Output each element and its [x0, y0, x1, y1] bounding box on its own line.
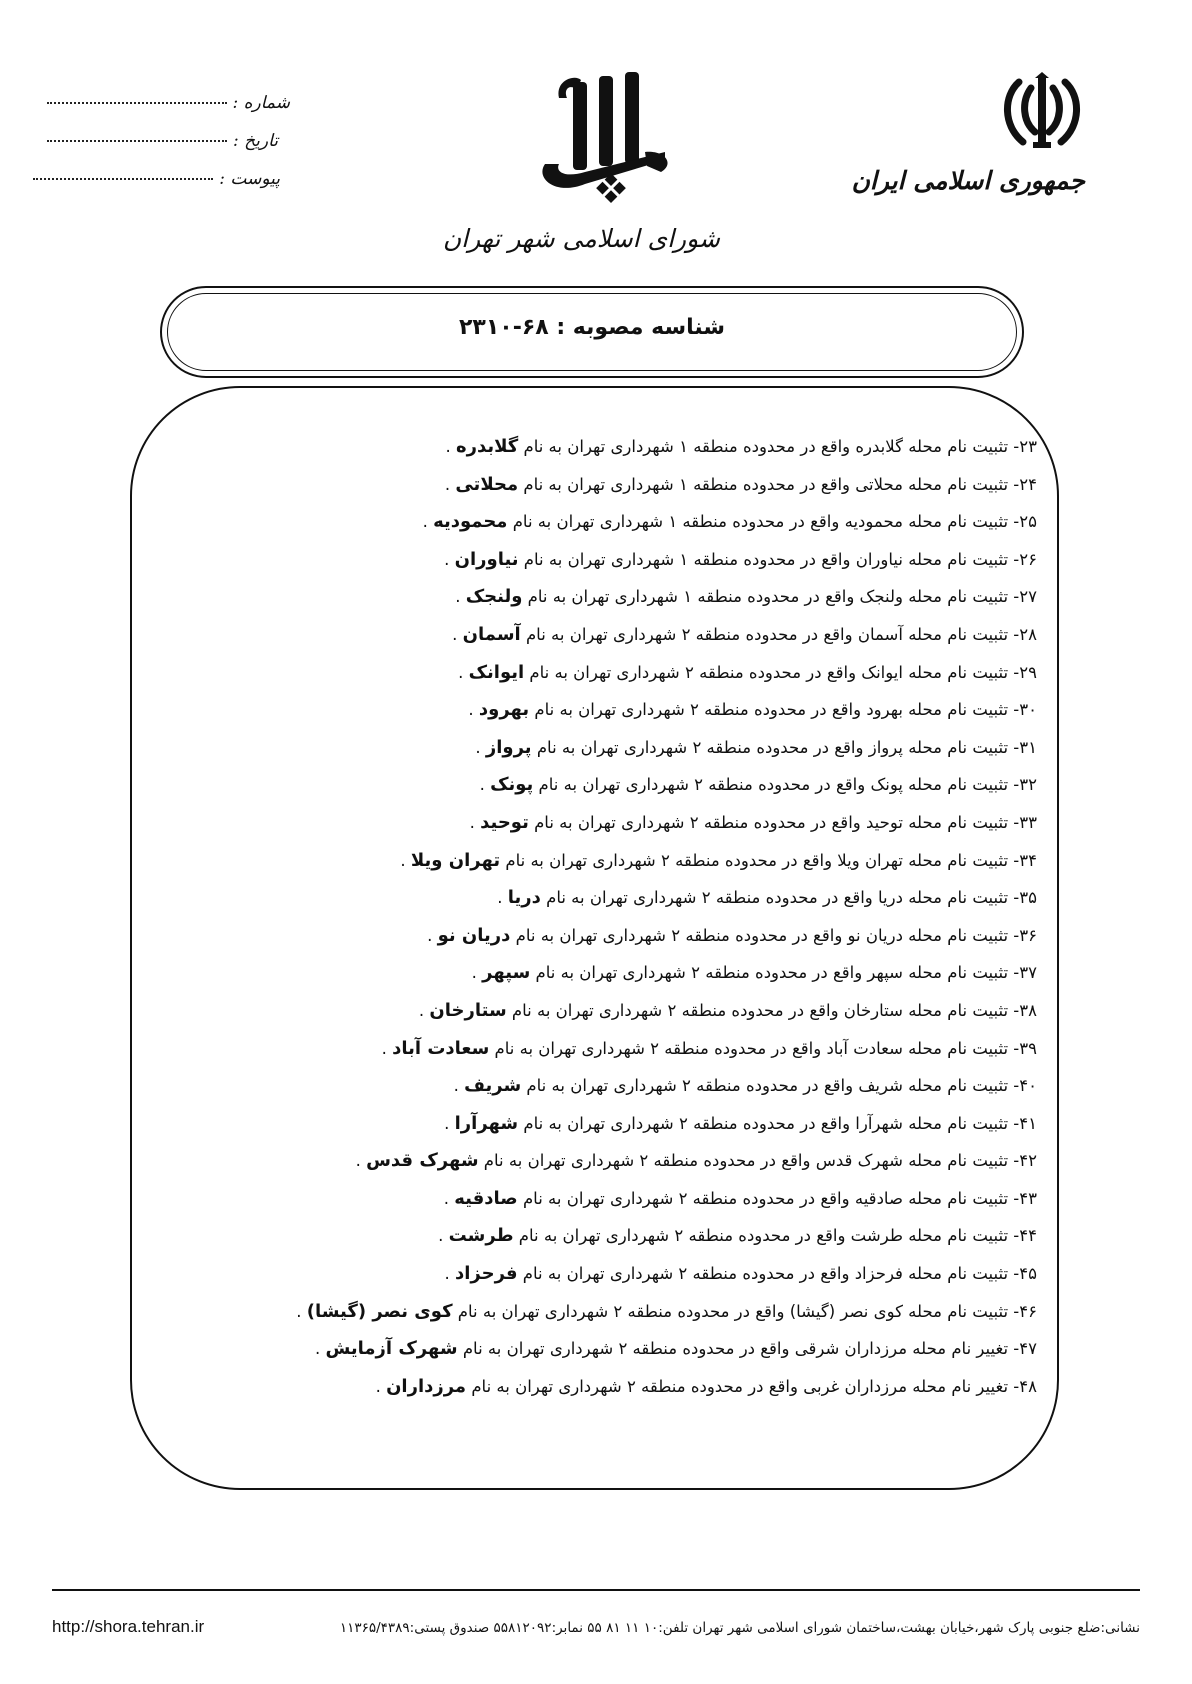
item-end: . — [375, 1376, 387, 1396]
item-text: تثبیت نام محله شهرآرا واقع در محدوده منطقه ۲ شهرداری تهران به نام — [518, 1113, 1014, 1133]
item-number: ۴۴- — [1013, 1226, 1037, 1246]
item-end: . — [438, 1226, 449, 1246]
item-name: پونک — [490, 774, 534, 796]
item-number: ۲۹- — [1013, 662, 1037, 682]
resolution-item — [277, 1030, 1037, 1068]
item-text: تثبیت نام محله طرشت واقع در محدوده منطقه ۲ شهرداری تهران به نام — [513, 1226, 1014, 1246]
item-text: تثبیت نام محله آسمان واقع در محدوده منطقه ۲ شهرداری تهران به نام — [520, 624, 1014, 644]
item-text: تثبیت نام محله محلاتی واقع در محدوده منطقه ۱ شهرداری تهران به نام — [518, 474, 1014, 494]
item-number: ۳۸- — [1013, 1000, 1037, 1020]
item-name: نیاوران — [454, 548, 519, 570]
item-name: ایوانک — [468, 661, 525, 683]
item-number: ۲۵- — [1013, 512, 1037, 532]
item-text: تثبیت نام محله پرواز واقع در محدوده منطقه ۲ شهرداری تهران به نام — [531, 737, 1014, 757]
resolution-item — [277, 954, 1037, 992]
item-number: ۴۷- — [1013, 1339, 1037, 1359]
item-number: ۲۳- — [1013, 437, 1037, 456]
item-end: . — [458, 662, 469, 682]
item-end: . — [497, 888, 508, 908]
approval-box — [160, 286, 1024, 378]
item-name: محمودیه — [433, 511, 508, 533]
item-text: تثبیت نام محله گلابدره واقع در محدوده منطقه ۱ شهرداری تهران به نام — [518, 437, 1014, 456]
number-dotted-line — [47, 102, 227, 104]
item-end: . — [452, 624, 463, 644]
item-name: دریان نو — [437, 924, 511, 946]
item-end: . — [418, 1000, 430, 1020]
resolution-item — [277, 729, 1037, 767]
item-number: ۴۸- — [1013, 1376, 1037, 1396]
council-caption: شورای اسلامی شهر تهران — [442, 224, 720, 253]
resolution-item — [277, 1330, 1037, 1368]
item-number: ۳۱- — [1013, 737, 1037, 757]
item-text: تثبیت نام محله توحید واقع در محدوده منطقه ۲ شهرداری تهران به نام — [528, 812, 1014, 832]
item-number: ۲۸- — [1013, 624, 1037, 644]
item-number: ۳۰- — [1013, 700, 1037, 720]
item-name: شهرک قدس — [366, 1150, 479, 1172]
item-number: ۳۲- — [1013, 775, 1037, 795]
item-name: توحید — [480, 811, 529, 833]
approval-title: شناسه مصوبه : ۶۸-۲۳۱۰ — [458, 315, 726, 340]
item-end: . — [443, 1188, 455, 1208]
item-end: . — [427, 925, 438, 945]
item-text: تثبیت نام محله دریا واقع در محدوده منطقه ۲ شهرداری تهران به نام — [540, 888, 1014, 908]
resolution-item — [277, 766, 1037, 804]
item-end: . — [455, 587, 466, 607]
item-number: ۴۰- — [1013, 1076, 1037, 1096]
item-number: ۴۶- — [1013, 1301, 1037, 1321]
item-end: . — [444, 549, 455, 569]
item-name: ولنجک — [465, 586, 523, 608]
item-name: شریف — [464, 1075, 522, 1097]
number-field — [60, 93, 290, 131]
item-text: تثبیت نام محله کوی نصر (گیشا) واقع در محدوده منطقه ۲ شهرداری تهران به نام — [452, 1301, 1014, 1321]
website-link[interactable]: http://shora.tehran.ir — [52, 1617, 205, 1636]
item-name: سپهر — [482, 962, 531, 984]
attachment-dotted-line — [33, 178, 213, 180]
item-end: . — [453, 1076, 465, 1096]
item-end: . — [314, 1339, 326, 1359]
item-end: . — [444, 1113, 455, 1133]
item-end: . — [444, 474, 456, 494]
resolution-item — [277, 804, 1037, 842]
item-text: تثبیت نام محله بهرود واقع در محدوده منطقه ۲ شهرداری تهران به نام — [529, 700, 1014, 720]
item-end: . — [355, 1151, 367, 1171]
item-name: پرواز — [485, 736, 532, 758]
item-number: ۳۶- — [1013, 925, 1037, 945]
item-number: ۴۲- — [1013, 1151, 1037, 1171]
item-text: تثبیت نام محله سعادت آباد واقع در محدوده منطقه ۲ شهرداری تهران به نام — [489, 1038, 1014, 1058]
item-text: تثبیت نام محله شهرک قدس واقع در محدوده منطقه ۲ شهرداری تهران به نام — [478, 1151, 1014, 1171]
item-number: ۴۵- — [1013, 1264, 1037, 1284]
date-label: تاریخ : — [233, 131, 278, 151]
resolution-item — [277, 917, 1037, 955]
item-text: تثبیت نام محله محمودیه واقع در محدوده منطقه ۱ شهرداری تهران به نام — [507, 512, 1014, 532]
item-name: شهرآرا — [454, 1112, 519, 1134]
council-logo — [442, 68, 720, 253]
item-end: . — [479, 775, 491, 795]
item-end: . — [445, 437, 456, 456]
item-text: تثبیت نام محله ولنجک واقع در محدوده منطقه ۱ شهرداری تهران به نام — [522, 587, 1014, 607]
item-name: دریا — [507, 887, 541, 909]
item-name: آسمان — [462, 623, 521, 645]
item-text: تثبیت نام محله صادقیه واقع در محدوده منطقه ۲ شهرداری تهران به نام — [517, 1188, 1014, 1208]
item-text: تثبیت نام محله فرحزاد واقع در محدوده منطقه ۲ شهرداری تهران به نام — [517, 1264, 1014, 1284]
item-name: شهرک آزمایش — [325, 1338, 458, 1360]
item-text: تثبیت نام محله ایوانک واقع در محدوده منطقه ۲ شهرداری تهران به نام — [524, 662, 1014, 682]
document-meta — [60, 93, 290, 207]
resolution-item — [277, 578, 1037, 616]
item-name: بهرود — [478, 699, 530, 721]
item-end: . — [475, 737, 486, 757]
republic-emblem — [851, 72, 1097, 195]
item-text: تغییر نام محله مرزداران غربی واقع در محدوده منطقه ۲ شهرداری تهران به نام — [466, 1376, 1014, 1396]
item-number: ۲۶- — [1013, 549, 1037, 569]
footer-divider — [52, 1589, 1140, 1591]
item-name: سعادت آباد — [392, 1037, 490, 1059]
resolution-item — [277, 1368, 1037, 1406]
item-number: ۳۵- — [1013, 888, 1037, 908]
item-text: تثبیت نام محله ستارخان واقع در محدوده منطقه ۲ شهرداری تهران به نام — [506, 1000, 1014, 1020]
item-end: . — [381, 1038, 393, 1058]
resolution-item — [277, 1180, 1037, 1218]
council-logo-icon — [515, 68, 695, 218]
resolution-list — [277, 428, 1037, 1405]
resolution-item — [277, 654, 1037, 692]
item-name: گلابدره — [455, 436, 519, 457]
resolution-item — [277, 503, 1037, 541]
republic-caption: جمهوری اسلامی ایران — [851, 166, 1085, 195]
item-text: تثبیت نام محله تهران ویلا واقع در محدوده منطقه ۲ شهرداری تهران به نام — [500, 850, 1014, 870]
item-text: تثبیت نام محله سپهر واقع در محدوده منطقه ۲ شهرداری تهران به نام — [530, 963, 1014, 983]
resolution-item — [277, 1067, 1037, 1105]
item-end: . — [471, 963, 483, 983]
item-number: ۳۴- — [1013, 850, 1037, 870]
resolution-item — [277, 616, 1037, 654]
item-name: تهران ویلا — [410, 849, 501, 871]
resolution-item — [277, 1142, 1037, 1180]
attachment-label: پیوست : — [219, 169, 280, 189]
date-field — [60, 131, 290, 169]
item-end: . — [400, 850, 411, 870]
item-end: . — [468, 700, 479, 720]
item-name: طرشت — [448, 1225, 514, 1247]
item-number: ۳۹- — [1013, 1038, 1037, 1058]
item-text: تثبیت نام محله پونک واقع در محدوده منطقه ۲ شهرداری تهران به نام — [533, 775, 1014, 795]
item-number: ۲۷- — [1013, 587, 1037, 607]
item-name: محلاتی — [455, 473, 519, 495]
resolution-item — [277, 428, 1037, 466]
resolution-item — [277, 1255, 1037, 1293]
allah-emblem-icon — [997, 72, 1087, 158]
attachment-field — [60, 169, 290, 207]
item-name: ستارخان — [429, 999, 507, 1021]
resolution-item — [277, 992, 1037, 1030]
item-name: فرحزاد — [455, 1263, 518, 1285]
item-text: تثبیت نام محله نیاوران واقع در محدوده منطقه ۱ شهرداری تهران به نام — [518, 549, 1014, 569]
item-name: مرزداران — [386, 1375, 467, 1397]
resolution-item — [277, 879, 1037, 917]
footer-address: نشانی:ضلع جنوبی پارک شهر،خیابان بهشت،ساختمان شورای اسلامی شهر تهران تلفن:۱۰ ۱۱ ۸۱ ۵۵ نمابر:۵۵۸۱۲۰۹۲ صندوق پستی:۱۱۳۶۵/۴۳۸۹ — [339, 1620, 1140, 1636]
resolution-item — [277, 842, 1037, 880]
item-end: . — [469, 812, 481, 832]
item-number: ۴۳- — [1013, 1188, 1037, 1208]
item-number: ۳۳- — [1013, 812, 1037, 832]
resolution-item — [277, 1293, 1037, 1331]
item-end: . — [296, 1301, 307, 1321]
date-dotted-line — [47, 140, 227, 142]
number-label: شماره : — [232, 93, 290, 113]
item-end: . — [422, 512, 434, 532]
item-name: کوی نصر (گیشا) — [306, 1300, 453, 1322]
item-name: صادقیه — [454, 1187, 518, 1209]
resolution-item — [277, 1105, 1037, 1143]
item-number: ۲۴- — [1013, 474, 1037, 494]
resolution-item — [277, 691, 1037, 729]
item-end: . — [444, 1264, 455, 1284]
resolution-item — [277, 1217, 1037, 1255]
item-number: ۴۱- — [1013, 1113, 1037, 1133]
resolution-item — [277, 541, 1037, 579]
item-text: تغییر نام محله مرزداران شرقی واقع در محدوده منطقه ۲ شهرداری تهران به نام — [457, 1339, 1014, 1359]
resolution-item — [277, 466, 1037, 504]
item-text: تثبیت نام محله شریف واقع در محدوده منطقه ۲ شهرداری تهران به نام — [521, 1076, 1014, 1096]
item-number: ۳۷- — [1013, 963, 1037, 983]
item-text: تثبیت نام محله دریان نو واقع در محدوده منطقه ۲ شهرداری تهران به نام — [510, 925, 1014, 945]
